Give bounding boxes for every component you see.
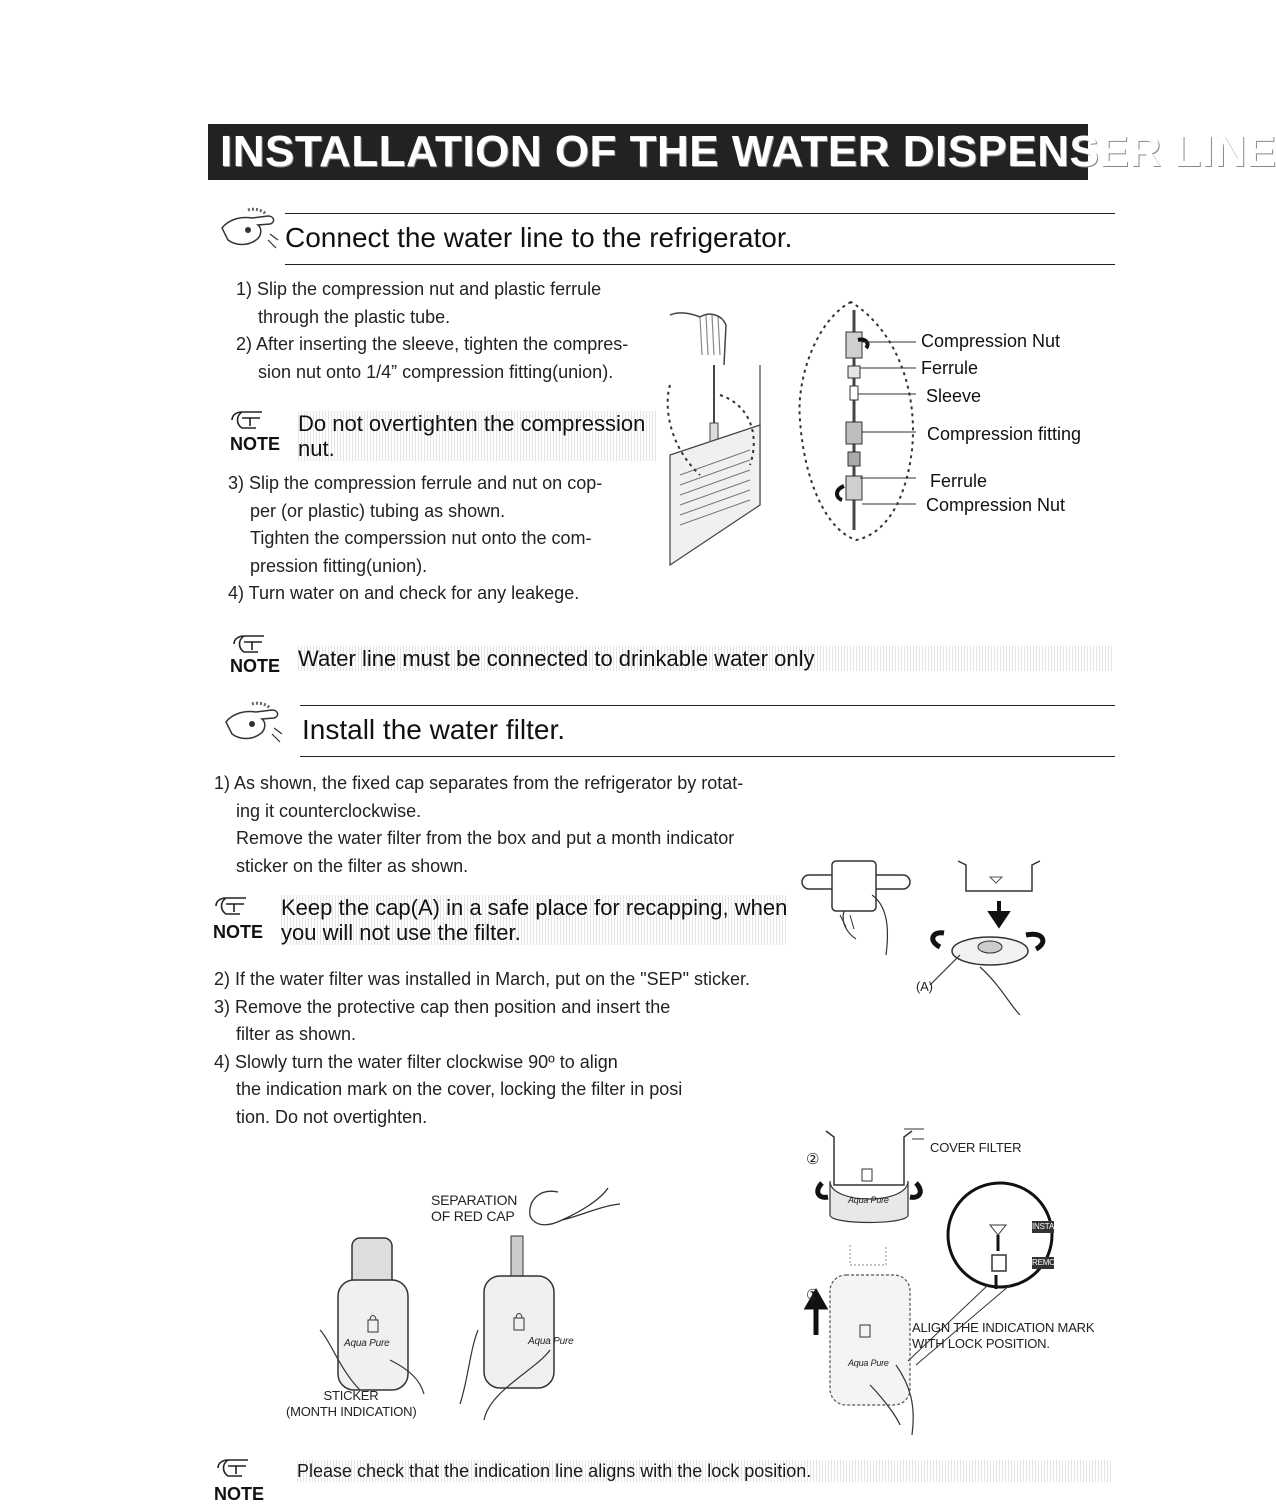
section2-steps: [214, 770, 804, 880]
page-title-banner: INSTALLATION OF THE WATER DISPENSER LINE: [208, 124, 1088, 180]
remove-tag: REMO: [1032, 1258, 1056, 1267]
note-line: Keep the cap(A) in a safe place for recapping, when: [281, 895, 788, 920]
cap-removal-illustration: [800, 855, 1050, 1020]
note-label: NOTE: [214, 1484, 265, 1504]
label-compression-nut-bottom: Compression Nut: [926, 495, 1066, 515]
step-line: 3) Remove the protective cap then position and insert the: [214, 996, 671, 1017]
step-line: pression fitting(union).: [250, 555, 428, 576]
sticker-label-line: (MONTH INDICATION): [286, 1404, 417, 1419]
fittings-diagram: [796, 300, 926, 545]
align-label-line: WITH LOCK POSITION.: [912, 1336, 1050, 1351]
sticker-label: [286, 1388, 416, 1420]
note-hand-icon: [232, 634, 268, 654]
pointing-hand-icon: [218, 206, 282, 256]
cap-a-label: (A): [916, 979, 933, 994]
note-text: Please check that the indication line aligns with the lock position.: [297, 1460, 1112, 1482]
label-ferrule-top: Ferrule: [921, 358, 979, 378]
section1-rule-bottom: [285, 264, 1115, 265]
sticker-label-line: STICKER: [323, 1388, 379, 1403]
note-label: NOTE: [213, 922, 264, 942]
step-line: filter as shown.: [236, 1024, 357, 1044]
brand-text: Aqua Pure: [848, 1358, 889, 1368]
section1-title: Connect the water line to the refrigerator.: [285, 222, 793, 253]
section2-rule-top: [300, 705, 1115, 706]
note-line: you will not use the filter.: [281, 920, 521, 945]
install-tag: INSTA: [1032, 1222, 1054, 1231]
brand-text: Aqua Pure: [528, 1336, 574, 1347]
label-compression-nut-top: Compression Nut: [921, 331, 1061, 351]
section2-title: Install the water filter.: [302, 714, 566, 745]
note-line: Do not overtighten the compression: [298, 411, 646, 436]
note-line: nut.: [298, 436, 335, 461]
step-line: 2) If the water filter was installed in March, put on the "SEP" sticker.: [214, 969, 751, 989]
align-label-line: ALIGN THE INDICATION MARK: [912, 1320, 1095, 1335]
section1-rule-top: [285, 213, 1115, 214]
separation-label: [431, 1192, 517, 1224]
cover-filter-label: COVER FILTER: [930, 1140, 1022, 1155]
step-line: 1) As shown, the fixed cap separates from the refrigerator by rotat-: [214, 773, 744, 793]
separation-label-line: OF RED CAP: [431, 1208, 515, 1224]
label-ferrule-bottom: Ferrule: [930, 471, 988, 491]
brand-text: Aqua Pure: [848, 1195, 889, 1205]
note-label: NOTE: [230, 656, 281, 676]
brand-text: Aqua Pure: [344, 1338, 390, 1349]
step-line: 4) Turn water on and check for any leakege.: [228, 583, 580, 603]
filter-insertion-illustration: [800, 1125, 1100, 1445]
step-line: 1) Slip the compression nut and plastic ferrule: [236, 279, 602, 299]
label-sleeve: Sleeve: [926, 386, 982, 406]
step-line: ing it counterclockwise.: [236, 800, 422, 821]
step-line: tion. Do not overtighten.: [236, 1106, 428, 1127]
step-line: 3) Slip the compression ferrule and nut on cop-: [228, 473, 603, 493]
section2-rule-bottom: [300, 756, 1115, 757]
step-line: the indication mark on the cover, locking the filter in posi: [236, 1079, 683, 1099]
step-two-marker: ②: [806, 1151, 820, 1168]
note-text: [281, 895, 786, 945]
label-compression-fitting: Compression fitting: [927, 424, 1082, 444]
align-indication-label: [912, 1320, 1094, 1352]
section1-steps-continued: [228, 470, 668, 608]
step-line: 2) After inserting the sleeve, tighten the compres-: [236, 334, 629, 354]
note-hand-icon: [230, 410, 266, 430]
note-hand-icon: [216, 1458, 252, 1478]
step-line: Tighten the comperssion nut onto the com-: [250, 528, 592, 548]
step-one-marker: ①: [806, 1287, 820, 1304]
step-line: sticker on the filter as shown.: [236, 855, 469, 876]
step-line: through the plastic tube.: [258, 306, 451, 327]
note-text: Water line must be connected to drinkable water only: [298, 646, 1113, 671]
step-line: per (or plastic) tubing as shown.: [250, 500, 506, 521]
refrigerator-back-illustration: [660, 305, 800, 580]
pointing-hand-icon: [222, 700, 286, 750]
section2-steps-continued: [214, 966, 814, 1131]
note-label: NOTE: [230, 434, 281, 454]
step-line: sion nut onto 1/4” compression fitting(union).: [258, 361, 614, 382]
step-line: 4) Slowly turn the water filter clockwise 90º to align: [214, 1051, 618, 1072]
step-line: Remove the water filter from the box and put a month indicator: [236, 828, 735, 848]
separation-label-line: SEPARATION: [431, 1192, 518, 1208]
note-hand-icon: [214, 896, 250, 916]
note-text: [298, 411, 658, 461]
section1-steps: [236, 276, 656, 386]
